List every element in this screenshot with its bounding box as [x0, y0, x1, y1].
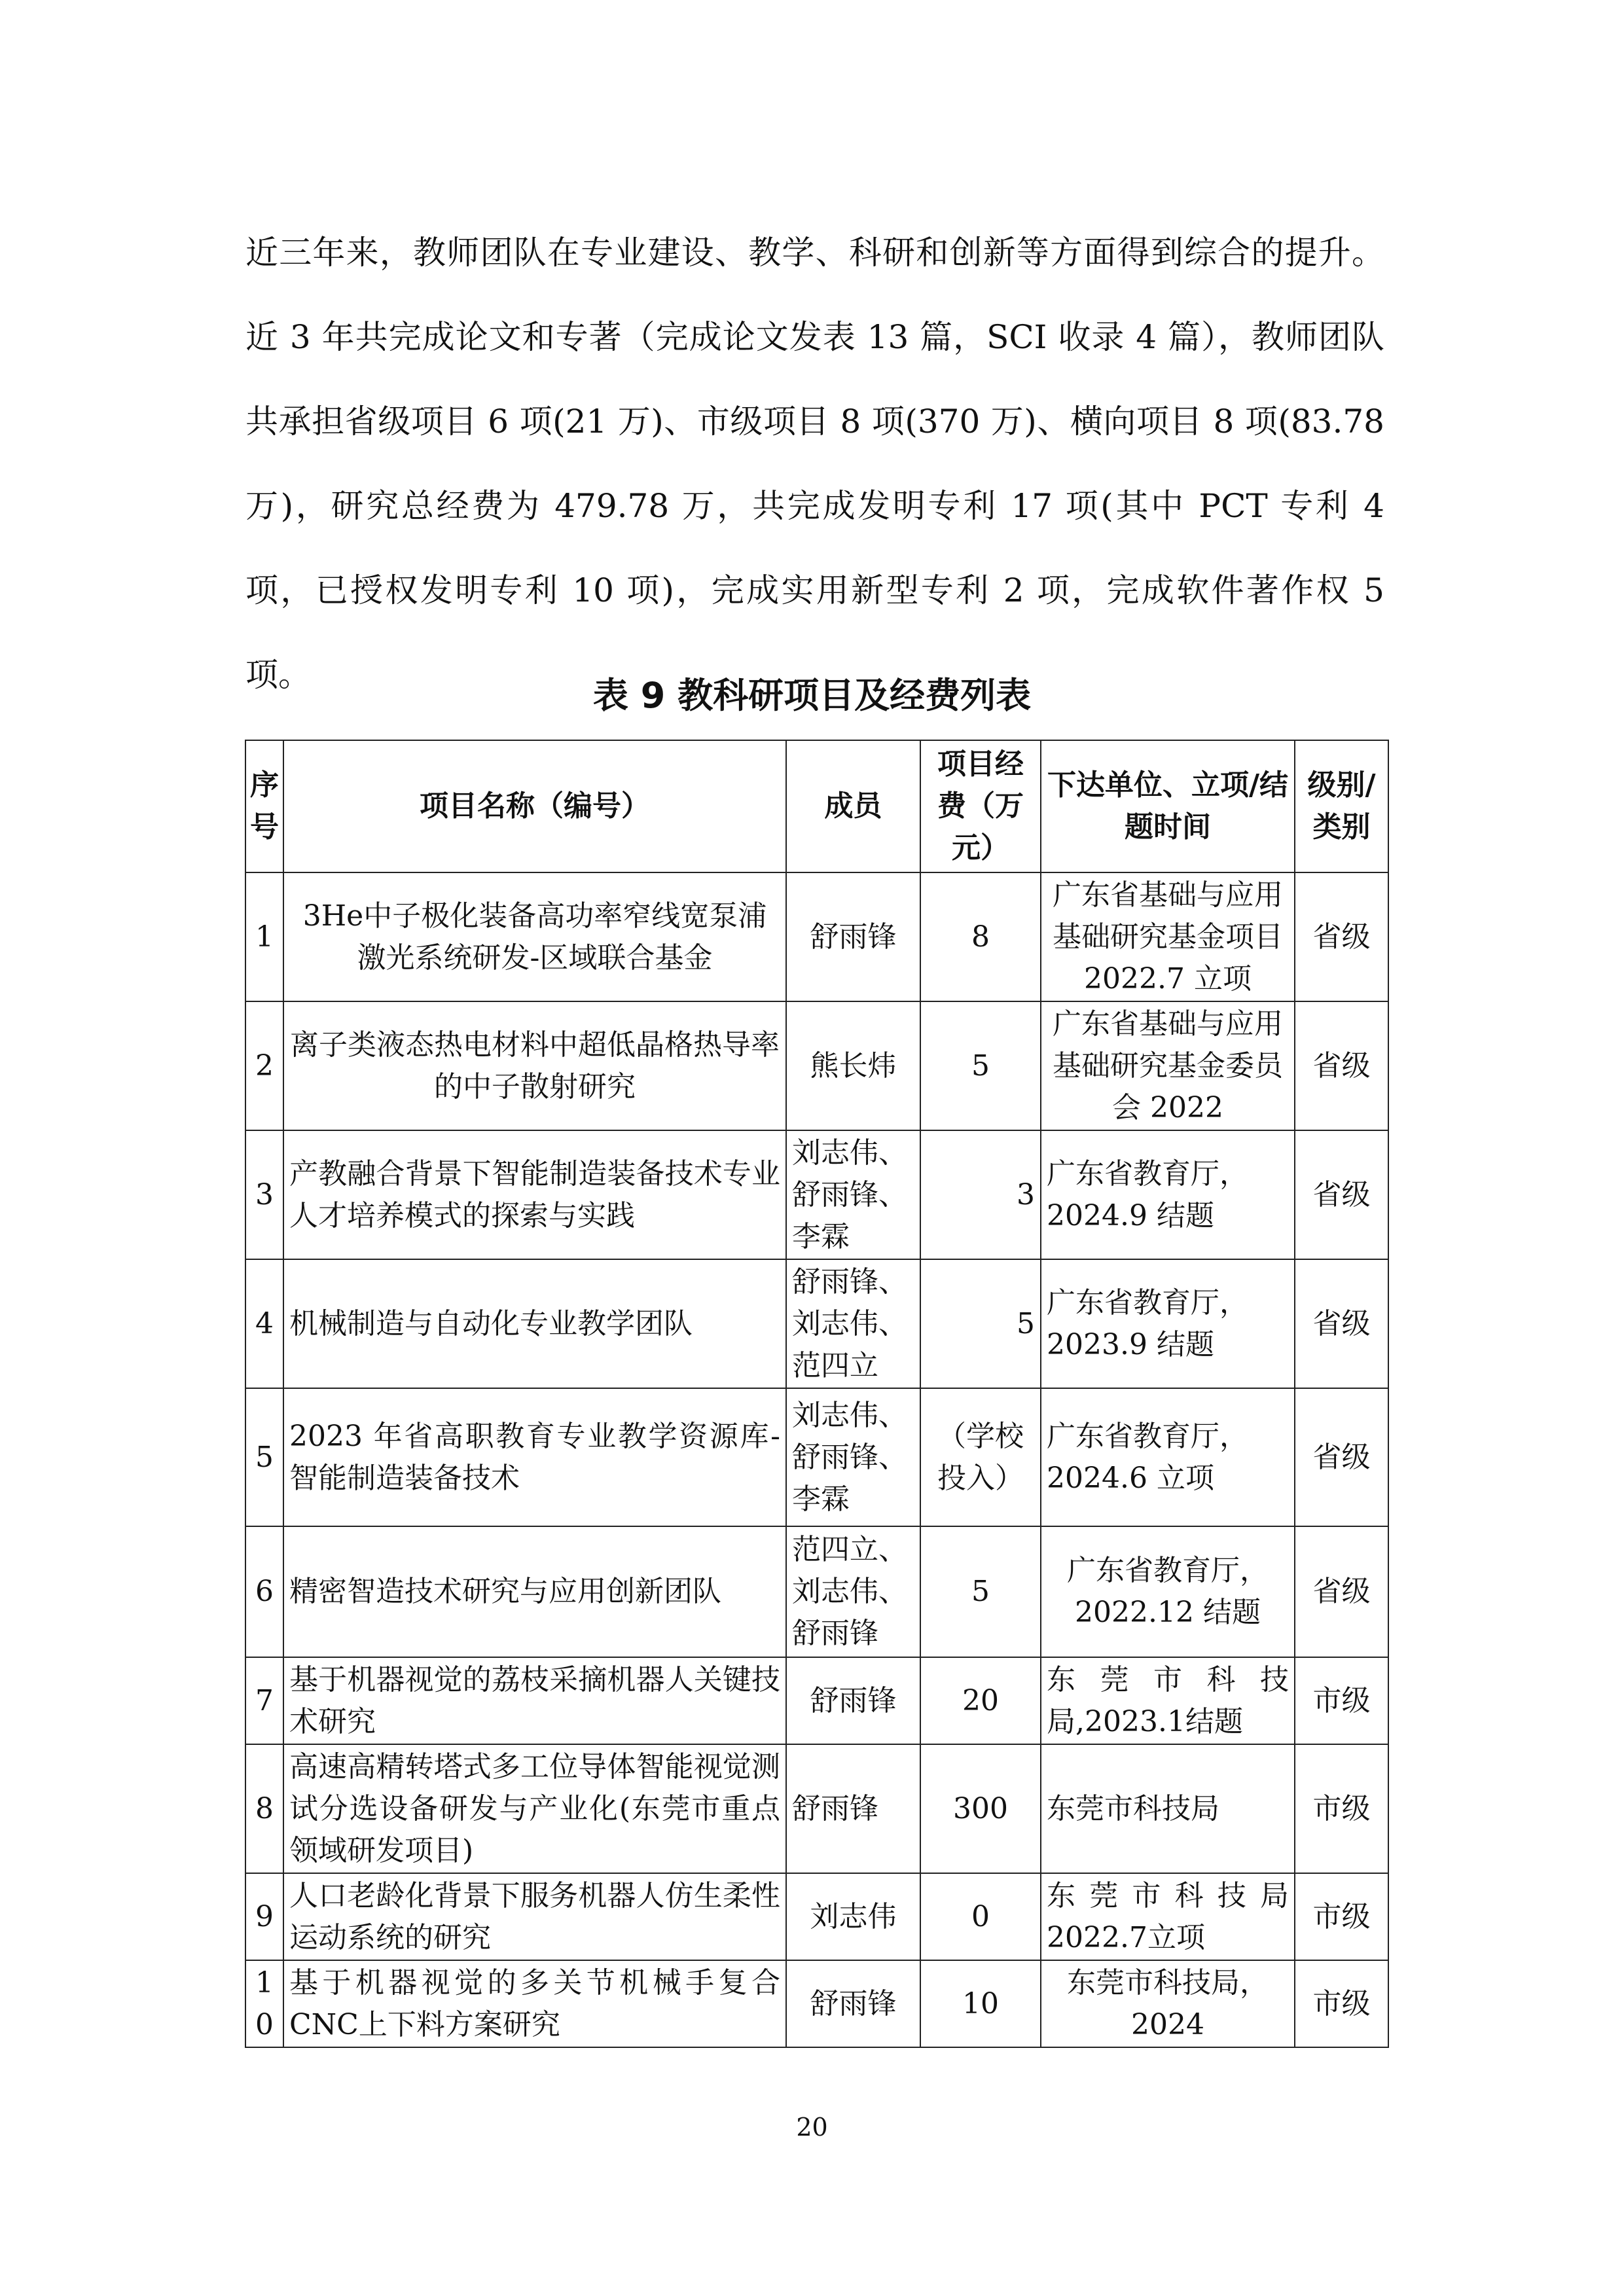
header-issuer: 下达单位、立项/结题时间: [1041, 740, 1295, 872]
row-members: 范四立、刘志伟、舒雨锋: [786, 1526, 920, 1657]
row-index: 7: [245, 1657, 283, 1744]
row-level: 省级: [1295, 872, 1388, 1001]
row-name: 产教融合背景下智能制造装备技术专业人才培养模式的探索与实践: [283, 1130, 786, 1259]
row-name: 高速高精转塔式多工位导体智能视觉测试分选设备研发与产业化(东莞市重点领域研发项目): [283, 1744, 786, 1873]
row-issuer: 东莞市科技局: [1041, 1744, 1295, 1873]
row-issuer: 广东省教育厅，2024.9 结题: [1041, 1130, 1295, 1259]
row-index: 5: [245, 1388, 283, 1526]
row-level: 市级: [1295, 1657, 1388, 1744]
row-index: 9: [245, 1873, 283, 1960]
table-row: [245, 1657, 1388, 1744]
row-index: 10: [245, 1960, 283, 2047]
row-level: 市级: [1295, 1960, 1388, 2047]
header-members: 成员: [786, 740, 920, 872]
row-funding: （学校投入）: [920, 1388, 1041, 1526]
row-name: 基于机器视觉的多关节机械手复合CNC上下料方案研究: [283, 1960, 786, 2047]
row-issuer: 广东省基础与应用基础研究基金委员会 2022: [1041, 1001, 1295, 1130]
row-funding: 5: [920, 1259, 1041, 1388]
row-issuer: 广东省教育厅，2024.6 立项: [1041, 1388, 1295, 1526]
table-row: [245, 1744, 1388, 1873]
table-header-row: [245, 740, 1388, 872]
row-issuer: 东莞市科技局，2024: [1041, 1960, 1295, 2047]
header-name: 项目名称（编号）: [283, 740, 786, 872]
table-row: [245, 1259, 1388, 1388]
row-funding: 8: [920, 872, 1041, 1001]
row-funding: 10: [920, 1960, 1041, 2047]
row-index: 6: [245, 1526, 283, 1657]
row-members: 舒雨锋: [786, 872, 920, 1001]
intro-paragraph: [245, 211, 1384, 717]
header-index: 序号: [245, 740, 283, 872]
row-level: 省级: [1295, 1130, 1388, 1259]
row-members: 刘志伟: [786, 1873, 920, 1960]
row-issuer: 广东省基础与应用基础研究基金项目 2022.7 立项: [1041, 872, 1295, 1001]
row-issuer: 东 莞 市 科 技 局,2023.1结题: [1041, 1657, 1295, 1744]
table-row: [245, 872, 1388, 1001]
table-row: [245, 1873, 1388, 1960]
row-members: 熊长炜: [786, 1001, 920, 1130]
row-funding: 3: [920, 1130, 1041, 1259]
row-name: 机械制造与自动化专业教学团队: [283, 1259, 786, 1388]
header-funding: 项目经费（万元）: [920, 740, 1041, 872]
row-issuer: 广东省教育厅，2023.9 结题: [1041, 1259, 1295, 1388]
row-level: 市级: [1295, 1744, 1388, 1873]
table-row: [245, 1001, 1388, 1130]
row-funding: 300: [920, 1744, 1041, 1873]
row-members: 刘志伟、舒雨锋、李霖: [786, 1130, 920, 1259]
row-index: 4: [245, 1259, 283, 1388]
row-issuer: 东 莞 市 科 技 局 2022.7立项: [1041, 1873, 1295, 1960]
table-row: [245, 1130, 1388, 1259]
row-funding: 5: [920, 1526, 1041, 1657]
projects-table: [245, 740, 1389, 2048]
table-row: [245, 1960, 1388, 2047]
row-level: 省级: [1295, 1259, 1388, 1388]
row-members: 舒雨锋: [786, 1744, 920, 1873]
row-funding: 5: [920, 1001, 1041, 1130]
row-name: 人口老龄化背景下服务机器人仿生柔性运动系统的研究: [283, 1873, 786, 1960]
row-index: 1: [245, 872, 283, 1001]
row-index: 8: [245, 1744, 283, 1873]
page-number: 20: [796, 2113, 828, 2142]
table-row: [245, 1526, 1388, 1657]
table-row: [245, 1388, 1388, 1526]
row-level: 省级: [1295, 1001, 1388, 1130]
row-name: 3He中子极化装备高功率窄线宽泵浦激光系统研发-区域联合基金: [283, 872, 786, 1001]
row-name: 精密智造技术研究与应用创新团队: [283, 1526, 786, 1657]
row-name: 离子类液态热电材料中超低晶格热导率的中子散射研究: [283, 1001, 786, 1130]
row-members: 舒雨锋: [786, 1657, 920, 1744]
header-level: 级别/类别: [1295, 740, 1388, 872]
row-members: 舒雨锋: [786, 1960, 920, 2047]
row-funding: 0: [920, 1873, 1041, 1960]
row-funding: 20: [920, 1657, 1041, 1744]
row-members: 舒雨锋、刘志伟、范四立: [786, 1259, 920, 1388]
row-name: 2023 年省高职教育专业教学资源库-智能制造装备技术: [283, 1388, 786, 1526]
row-index: 3: [245, 1130, 283, 1259]
row-index: 2: [245, 1001, 283, 1130]
table-caption: 表 9 教科研项目及经费列表: [592, 675, 1032, 716]
row-members: 刘志伟、舒雨锋、李霖: [786, 1388, 920, 1526]
row-level: 省级: [1295, 1388, 1388, 1526]
intro-text: 近三年来，教师团队在专业建设、教学、科研和创新等方面得到综合的提升。近 3 年共完成论文和专著（完成论文发表 13 篇，SCI 收录 4 篇），教师团队共承担省级项目 6 项(21 万)、市级项目 8 项(370 万)、横向项目 8 项(83.78 万)，研究总经费为 479.78 万，共完成发明专利 17 项(其中 PCT 专利 4 项，已授权发明专利 10 项)，完成实用新型专利 2 项，完成软件著作权 5 项。: [245, 234, 1384, 694]
row-name: 基于机器视觉的荔枝采摘机器人关键技术研究: [283, 1657, 786, 1744]
row-level: 省级: [1295, 1526, 1388, 1657]
row-issuer: 广东省教育厅，2022.12 结题: [1041, 1526, 1295, 1657]
row-level: 市级: [1295, 1873, 1388, 1960]
